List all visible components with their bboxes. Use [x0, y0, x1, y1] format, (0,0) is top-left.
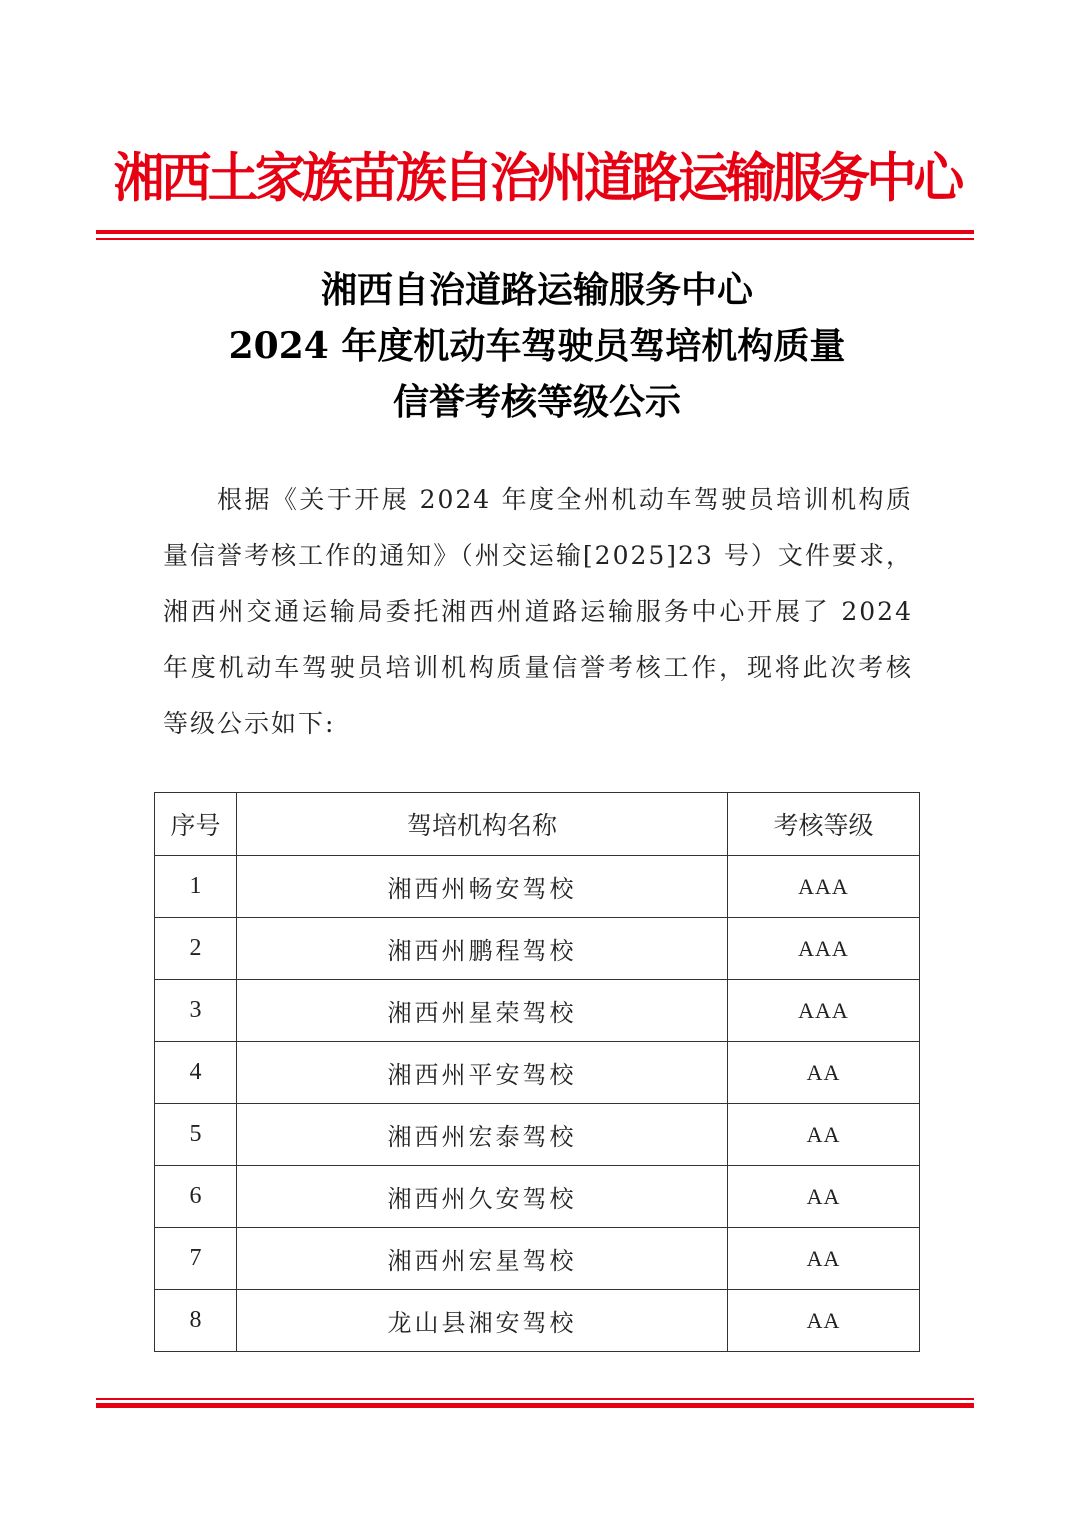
row-name: 湘西州鹏程驾校 [237, 918, 728, 980]
row-name: 湘西州星荣驾校 [237, 980, 728, 1042]
row-no: 6 [155, 1166, 237, 1228]
letterhead-rule-thin [96, 238, 974, 240]
table-row [155, 918, 920, 980]
row-grade: AA [728, 1228, 920, 1290]
row-name: 湘西州宏星驾校 [237, 1228, 728, 1290]
row-name: 湘西州久安驾校 [237, 1166, 728, 1228]
row-grade: AA [728, 1104, 920, 1166]
header-no: 序号 [155, 793, 237, 856]
title-line-2: 2024 年度机动车驾驶员驾培机构质量 [228, 325, 846, 367]
row-name: 湘西州畅安驾校 [237, 856, 728, 918]
grade-table [154, 792, 920, 1352]
table-row [155, 1042, 920, 1104]
letterhead-org-name: 湘西土家族苗族自治州道路运输服务中心 [113, 147, 961, 209]
table-row [155, 856, 920, 918]
body-paragraph: 根据《关于开展 2024 年度全州机动车驾驶员培训机构质量信誉考核工作的通知》（州交运输[2025]23 号）文件要求，湘西州交通运输局委托湘西州道路运输服务中心开展了 2024 年度机动车驾驶员培训机构质量信誉考核工作，现将此次考核等级公示如下: [163, 485, 913, 738]
row-grade: AAA [728, 918, 920, 980]
table-row [155, 1290, 920, 1352]
row-no: 4 [155, 1042, 237, 1104]
row-name: 湘西州平安驾校 [237, 1042, 728, 1104]
row-grade: AA [728, 1290, 920, 1352]
row-no: 8 [155, 1290, 237, 1352]
row-no: 1 [155, 856, 237, 918]
row-no: 7 [155, 1228, 237, 1290]
row-no: 3 [155, 980, 237, 1042]
table-row [155, 1228, 920, 1290]
title-line-1: 湘西自治道路运输服务中心 [320, 269, 753, 311]
header-name: 驾培机构名称 [237, 793, 728, 856]
document-title [0, 262, 1074, 430]
table-row [155, 1166, 920, 1228]
table-header-row [155, 793, 920, 856]
footer-rule-thin [96, 1398, 974, 1400]
row-no: 2 [155, 918, 237, 980]
row-name: 湘西州宏泰驾校 [237, 1104, 728, 1166]
letterhead-rule-thick [96, 230, 974, 234]
row-grade: AA [728, 1166, 920, 1228]
row-no: 5 [155, 1104, 237, 1166]
row-grade: AAA [728, 980, 920, 1042]
table-row [155, 1104, 920, 1166]
row-grade: AA [728, 1042, 920, 1104]
row-name: 龙山县湘安驾校 [237, 1290, 728, 1352]
row-grade: AAA [728, 856, 920, 918]
header-grade: 考核等级 [728, 793, 920, 856]
footer-rule-thick [96, 1403, 974, 1408]
table-row [155, 980, 920, 1042]
title-line-3: 信誉考核等级公示 [392, 381, 681, 423]
